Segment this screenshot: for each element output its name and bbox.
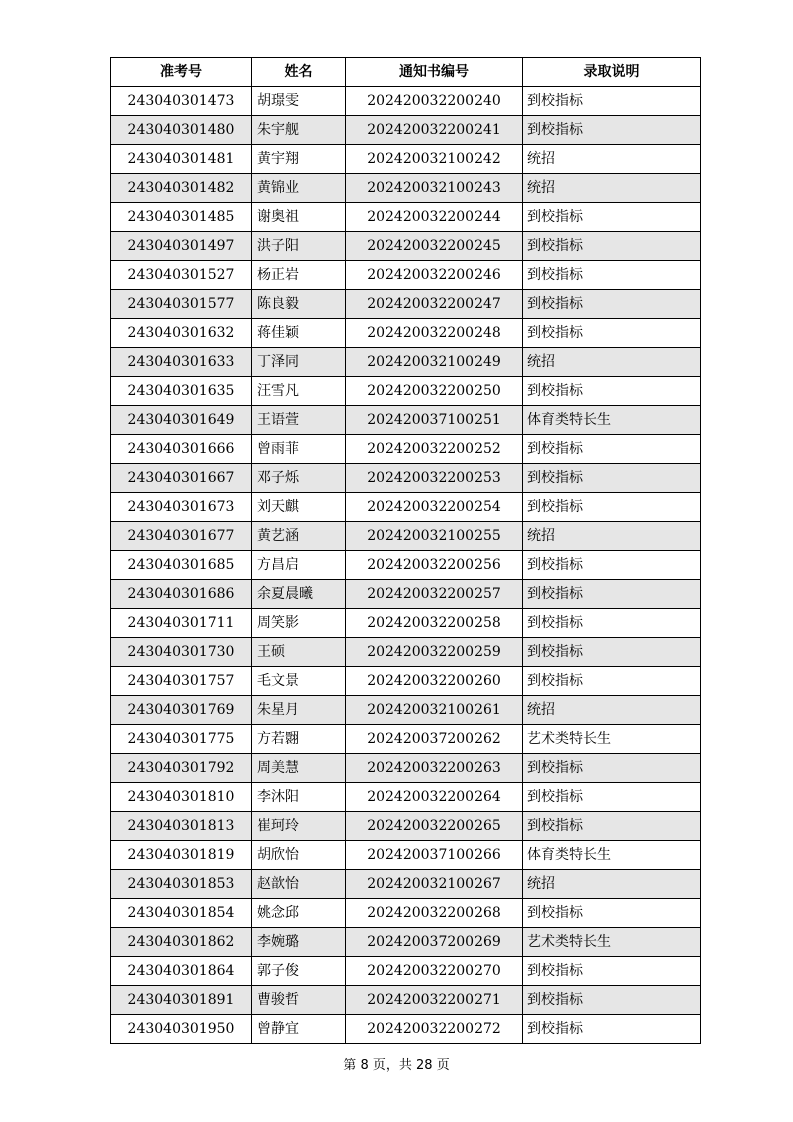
admission-note-cell: 到校指标 xyxy=(523,232,701,261)
notice-number-cell: 202420032200252 xyxy=(346,435,523,464)
notice-number-cell: 202420037100251 xyxy=(346,406,523,435)
admission-note-cell: 到校指标 xyxy=(523,87,701,116)
name-cell: 胡欣怡 xyxy=(252,841,346,870)
notice-number-cell: 202420032100267 xyxy=(346,870,523,899)
exam-number-cell: 243040301481 xyxy=(111,145,252,174)
admission-note-cell: 体育类特长生 xyxy=(523,841,701,870)
name-cell: 朱宇舰 xyxy=(252,116,346,145)
table-row xyxy=(111,174,701,203)
name-cell: 邓子烁 xyxy=(252,464,346,493)
table-row xyxy=(111,232,701,261)
admission-note-cell: 统招 xyxy=(523,145,701,174)
exam-number-cell: 243040301769 xyxy=(111,696,252,725)
exam-number-cell: 243040301864 xyxy=(111,957,252,986)
name-cell: 黄艺涵 xyxy=(252,522,346,551)
table-row xyxy=(111,203,701,232)
notice-number-cell: 202420032200260 xyxy=(346,667,523,696)
name-cell: 方若翾 xyxy=(252,725,346,754)
table-header-row xyxy=(111,58,701,87)
admission-note-cell: 到校指标 xyxy=(523,1015,701,1044)
admission-note-cell: 到校指标 xyxy=(523,290,701,319)
exam-number-cell: 243040301632 xyxy=(111,319,252,348)
table-row xyxy=(111,319,701,348)
admission-note-cell: 艺术类特长生 xyxy=(523,725,701,754)
exam-number-cell: 243040301480 xyxy=(111,116,252,145)
exam-number-cell: 243040301757 xyxy=(111,667,252,696)
table-row xyxy=(111,435,701,464)
admission-note-cell: 艺术类特长生 xyxy=(523,928,701,957)
name-cell: 王语萱 xyxy=(252,406,346,435)
name-cell: 黄宇翔 xyxy=(252,145,346,174)
notice-number-cell: 202420032200248 xyxy=(346,319,523,348)
exam-number-cell: 243040301862 xyxy=(111,928,252,957)
exam-number-cell: 243040301819 xyxy=(111,841,252,870)
name-cell: 朱星月 xyxy=(252,696,346,725)
table-row xyxy=(111,667,701,696)
name-cell: 崔珂玲 xyxy=(252,812,346,841)
table-row xyxy=(111,696,701,725)
notice-number-cell: 202420032200265 xyxy=(346,812,523,841)
notice-number-cell: 202420032200258 xyxy=(346,609,523,638)
name-cell: 胡璟雯 xyxy=(252,87,346,116)
admission-note-cell: 到校指标 xyxy=(523,638,701,667)
notice-number-cell: 202420032200254 xyxy=(346,493,523,522)
admission-note-cell: 体育类特长生 xyxy=(523,406,701,435)
name-cell: 刘天麒 xyxy=(252,493,346,522)
name-cell: 汪雪凡 xyxy=(252,377,346,406)
notice-number-cell: 202420032200268 xyxy=(346,899,523,928)
footer-prefix: 第 xyxy=(343,1058,357,1073)
exam-number-cell: 243040301677 xyxy=(111,522,252,551)
notice-number-cell: 202420037200269 xyxy=(346,928,523,957)
page-footer xyxy=(0,1054,793,1073)
table-row xyxy=(111,87,701,116)
table-row xyxy=(111,493,701,522)
admission-note-cell: 到校指标 xyxy=(523,667,701,696)
admission-note-cell: 到校指标 xyxy=(523,580,701,609)
admission-note-cell: 到校指标 xyxy=(523,493,701,522)
exam-number-cell: 243040301711 xyxy=(111,609,252,638)
notice-number-cell: 202420037200262 xyxy=(346,725,523,754)
header-notice-number: 通知书编号 xyxy=(346,58,523,87)
name-cell: 陈良毅 xyxy=(252,290,346,319)
notice-number-cell: 202420037100266 xyxy=(346,841,523,870)
exam-number-cell: 243040301527 xyxy=(111,261,252,290)
table-row xyxy=(111,580,701,609)
exam-number-cell: 243040301635 xyxy=(111,377,252,406)
admission-note-cell: 统招 xyxy=(523,174,701,203)
table-row xyxy=(111,406,701,435)
name-cell: 毛文景 xyxy=(252,667,346,696)
table-row xyxy=(111,116,701,145)
admission-note-cell: 到校指标 xyxy=(523,986,701,1015)
table-body xyxy=(111,87,701,1044)
name-cell: 黄锦业 xyxy=(252,174,346,203)
admission-note-cell: 到校指标 xyxy=(523,319,701,348)
exam-number-cell: 243040301685 xyxy=(111,551,252,580)
footer-suffix: 页 xyxy=(436,1058,450,1073)
admission-note-cell: 到校指标 xyxy=(523,551,701,580)
notice-number-cell: 202420032200241 xyxy=(346,116,523,145)
notice-number-cell: 202420032100242 xyxy=(346,145,523,174)
table-row xyxy=(111,377,701,406)
exam-number-cell: 243040301813 xyxy=(111,812,252,841)
notice-number-cell: 202420032100261 xyxy=(346,696,523,725)
table-row xyxy=(111,609,701,638)
exam-number-cell: 243040301666 xyxy=(111,435,252,464)
table-row xyxy=(111,1015,701,1044)
admission-note-cell: 到校指标 xyxy=(523,435,701,464)
name-cell: 洪子阳 xyxy=(252,232,346,261)
table-row xyxy=(111,261,701,290)
name-cell: 李沐阳 xyxy=(252,783,346,812)
exam-number-cell: 243040301853 xyxy=(111,870,252,899)
table-row xyxy=(111,348,701,377)
name-cell: 方昌启 xyxy=(252,551,346,580)
admission-note-cell: 到校指标 xyxy=(523,754,701,783)
admission-table xyxy=(110,57,701,1044)
name-cell: 赵歆怡 xyxy=(252,870,346,899)
exam-number-cell: 243040301775 xyxy=(111,725,252,754)
notice-number-cell: 202420032100249 xyxy=(346,348,523,377)
admission-note-cell: 到校指标 xyxy=(523,609,701,638)
table-row xyxy=(111,725,701,754)
name-cell: 杨正岩 xyxy=(252,261,346,290)
table-row xyxy=(111,290,701,319)
notice-number-cell: 202420032200245 xyxy=(346,232,523,261)
admission-note-cell: 到校指标 xyxy=(523,783,701,812)
exam-number-cell: 243040301633 xyxy=(111,348,252,377)
name-cell: 姚念邱 xyxy=(252,899,346,928)
table-row xyxy=(111,783,701,812)
name-cell: 丁泽同 xyxy=(252,348,346,377)
admission-note-cell: 统招 xyxy=(523,870,701,899)
name-cell: 谢奥祖 xyxy=(252,203,346,232)
admission-note-cell: 到校指标 xyxy=(523,203,701,232)
footer-middle: 页，共 xyxy=(372,1058,412,1073)
notice-number-cell: 202420032200264 xyxy=(346,783,523,812)
table-row xyxy=(111,928,701,957)
notice-number-cell: 202420032200272 xyxy=(346,1015,523,1044)
name-cell: 周笑影 xyxy=(252,609,346,638)
notice-number-cell: 202420032200257 xyxy=(346,580,523,609)
table-row xyxy=(111,464,701,493)
admission-note-cell: 到校指标 xyxy=(523,899,701,928)
admission-note-cell: 到校指标 xyxy=(523,812,701,841)
table-row xyxy=(111,754,701,783)
table-row xyxy=(111,870,701,899)
exam-number-cell: 243040301577 xyxy=(111,290,252,319)
table-row xyxy=(111,957,701,986)
exam-number-cell: 243040301730 xyxy=(111,638,252,667)
exam-number-cell: 243040301810 xyxy=(111,783,252,812)
notice-number-cell: 202420032200271 xyxy=(346,986,523,1015)
notice-number-cell: 202420032200246 xyxy=(346,261,523,290)
name-cell: 李婉璐 xyxy=(252,928,346,957)
notice-number-cell: 202420032200259 xyxy=(346,638,523,667)
name-cell: 曹骏哲 xyxy=(252,986,346,1015)
exam-number-cell: 243040301485 xyxy=(111,203,252,232)
notice-number-cell: 202420032200253 xyxy=(346,464,523,493)
name-cell: 余夏晨曦 xyxy=(252,580,346,609)
exam-number-cell: 243040301649 xyxy=(111,406,252,435)
name-cell: 王硕 xyxy=(252,638,346,667)
notice-number-cell: 202420032200244 xyxy=(346,203,523,232)
admission-note-cell: 统招 xyxy=(523,696,701,725)
notice-number-cell: 202420032200270 xyxy=(346,957,523,986)
admission-note-cell: 统招 xyxy=(523,348,701,377)
table-row xyxy=(111,551,701,580)
admission-note-cell: 到校指标 xyxy=(523,261,701,290)
notice-number-cell: 202420032100243 xyxy=(346,174,523,203)
name-cell: 郭子俊 xyxy=(252,957,346,986)
name-cell: 周美慧 xyxy=(252,754,346,783)
footer-page-number: 8 xyxy=(360,1058,369,1073)
exam-number-cell: 243040301673 xyxy=(111,493,252,522)
exam-number-cell: 243040301473 xyxy=(111,87,252,116)
exam-number-cell: 243040301950 xyxy=(111,1015,252,1044)
exam-number-cell: 243040301667 xyxy=(111,464,252,493)
exam-number-cell: 243040301686 xyxy=(111,580,252,609)
notice-number-cell: 202420032200256 xyxy=(346,551,523,580)
table-row xyxy=(111,638,701,667)
table-row xyxy=(111,841,701,870)
admission-note-cell: 到校指标 xyxy=(523,464,701,493)
table-row xyxy=(111,986,701,1015)
notice-number-cell: 202420032200250 xyxy=(346,377,523,406)
notice-number-cell: 202420032100255 xyxy=(346,522,523,551)
table-row xyxy=(111,812,701,841)
admission-note-cell: 到校指标 xyxy=(523,116,701,145)
exam-number-cell: 243040301497 xyxy=(111,232,252,261)
notice-number-cell: 202420032200240 xyxy=(346,87,523,116)
table-row xyxy=(111,522,701,551)
notice-number-cell: 202420032200263 xyxy=(346,754,523,783)
table-row xyxy=(111,145,701,174)
header-admission-note: 录取说明 xyxy=(523,58,701,87)
name-cell: 曾静宜 xyxy=(252,1015,346,1044)
name-cell: 蒋佳颖 xyxy=(252,319,346,348)
header-name: 姓名 xyxy=(252,58,346,87)
exam-number-cell: 243040301854 xyxy=(111,899,252,928)
table-row xyxy=(111,899,701,928)
notice-number-cell: 202420032200247 xyxy=(346,290,523,319)
admission-note-cell: 到校指标 xyxy=(523,957,701,986)
exam-number-cell: 243040301482 xyxy=(111,174,252,203)
admission-note-cell: 到校指标 xyxy=(523,377,701,406)
exam-number-cell: 243040301792 xyxy=(111,754,252,783)
header-exam-number: 准考号 xyxy=(111,58,252,87)
footer-total-pages: 28 xyxy=(416,1058,433,1073)
admission-note-cell: 统招 xyxy=(523,522,701,551)
name-cell: 曾雨菲 xyxy=(252,435,346,464)
exam-number-cell: 243040301891 xyxy=(111,986,252,1015)
